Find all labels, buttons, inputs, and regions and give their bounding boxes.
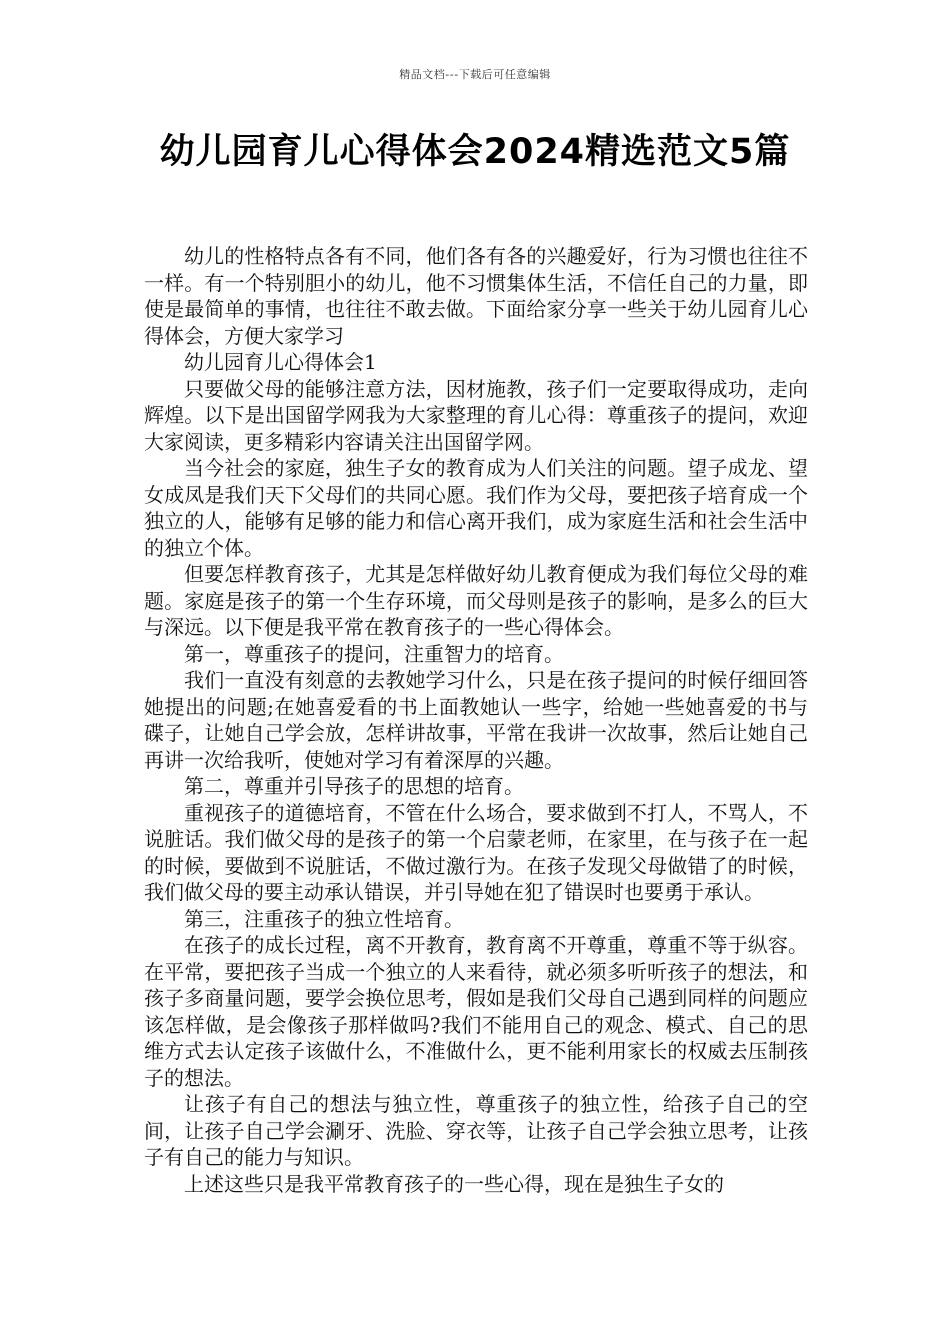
- body-paragraph: 让孩子有自己的想法与独立性，尊重孩子的独立性，给孩子自己的空间，让孩子自己学会涮牙、洗脸、穿衣等，让孩子自己学会独立思考，让孩子有自己的能力与知识。: [144, 1092, 808, 1169]
- page-header-note: 精品文档---下载后可任意编辑: [399, 68, 551, 81]
- point-heading-1: 第一，尊重孩子的提问，注重智力的培育。: [184, 641, 564, 666]
- body-paragraph-truncated: 上述这些只是我平常教育孩子的一些心得，现在是独生子女的: [184, 1171, 724, 1196]
- document-body: [144, 243, 808, 1197]
- body-paragraph: 只要做父母的能够注意方法，因材施教，孩子们一定要取得成功，走向辉煌。以下是出国留学网我为大家整理的育儿心得：尊重孩子的提问，欢迎大家阅读，更多精彩内容请关注出国留学网。: [144, 376, 808, 454]
- intro-paragraph: 幼儿的性格特点各有不同，他们各有各的兴趣爱好，行为习惯也往往不一样。有一个特别胆小的幼儿，他不习惯集体生活，不信任自己的力量，即使是最简单的事情，也往往不敢去做。下面给家分享一些关于幼儿园育儿心得体会，方便大家学习: [144, 244, 808, 348]
- body-paragraph: 当今社会的家庭，独生子女的教育成为人们关注的问题。望子成龙、望女成凤是我们天下父母们的共同心愿。我们作为父母，要把孩子培育成一个独立的人，能够有足够的能力和信心离开我们，成为家庭生活和社会生活中的独立个体。: [144, 456, 808, 560]
- body-paragraph: 重视孩子的道德培育，不管在什么场合，要求做到不打人，不骂人，不说脏话。我们做父母的是孩子的第一个启蒙老师，在家里，在与孩子在一起的时候，要做到不说脏话，不做过激行为。在孩子发现父母做错了的时候，我们做父母的要主动承认错误，并引导她在犯了错误时也要勇于承认。: [144, 800, 808, 904]
- point-heading-2: 第二，尊重并引导孩子的思想的培育。: [184, 774, 524, 798]
- point-heading-3: 第三，注重孩子的独立性培育。: [184, 906, 464, 931]
- section-heading-1: 幼儿园育儿心得体会1: [184, 350, 377, 374]
- body-paragraph: 在孩子的成长过程，离不开教育，教育离不开尊重，尊重不等于纵容。在平常，要把孩子当成一个独立的人来看待，就必须多听听孩子的想法，和孩子多商量问题，要学会换位思考，假如是我们父母自己遇到同样的问题应该怎样做，是会像孩子那样做吗?我们不能用自己的观念、模式、自己的思维方式去认定孩子该做什么，不准做什么，更不能利用家长的权威去压制孩子的想法。: [144, 933, 808, 1090]
- document-title: 幼儿园育儿心得体会2024精选范文5篇: [159, 132, 791, 172]
- body-paragraph: 我们一直没有刻意的去教她学习什么，只是在孩子提问的时候仔细回答她提出的问题;在她喜爱看的书上面教她认一些字，给她一些她喜爱的书与碟子，让她自己学会放，怎样讲故事，平常在我讲一次故事，然后让她自己再讲一次给我听，使她对学习有着深厚的兴趣。: [144, 668, 808, 772]
- body-paragraph: 但要怎样教育孩子，尤其是怎样做好幼儿教育便成为我们每位父母的难题。家庭是孩子的第一个生存环境，而父母则是孩子的影响，是多么的巨大与深远。以下便是我平常在教育孩子的一些心得体会。: [144, 562, 808, 639]
